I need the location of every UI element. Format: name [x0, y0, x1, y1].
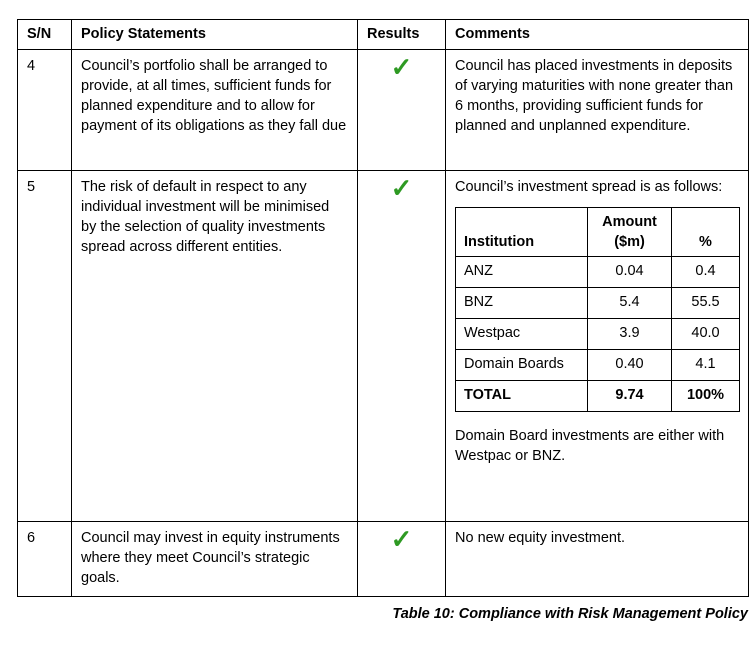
institution-percent: 55.5	[672, 288, 740, 319]
table-row	[18, 50, 749, 171]
institution-name: ANZ	[456, 257, 588, 288]
row-sn: 6	[18, 522, 72, 597]
compliance-table-wrapper	[17, 19, 748, 597]
comment-intro: Council’s investment spread is as follows:	[455, 179, 723, 195]
header-sn: S/N	[18, 20, 72, 50]
checkmark-icon: ✓	[390, 52, 413, 82]
checkmark-icon: ✓	[390, 524, 413, 554]
policy-statement: Council may invest in equity instruments where they meet Council’s strategic goals.	[72, 522, 358, 597]
result-cell	[358, 171, 446, 522]
total-label: TOTAL	[456, 381, 588, 412]
investment-row	[456, 319, 740, 350]
header-policy-statements: Policy Statements	[72, 20, 358, 50]
header-percent: %	[672, 208, 740, 257]
table-caption: Table 10: Compliance with Risk Management Policy	[392, 606, 748, 622]
header-amount	[588, 208, 672, 257]
institution-amount: 5.4	[588, 288, 672, 319]
institution-percent: 4.1	[672, 350, 740, 381]
row-sn: 5	[18, 171, 72, 522]
header-institution: Institution	[456, 208, 588, 257]
institution-percent: 0.4	[672, 257, 740, 288]
comment: Council has placed investments in deposits of varying maturities with none greater than 6 months, providing sufficient funds for planned and unplanned expenditure.	[446, 50, 749, 171]
row-sn: 4	[18, 50, 72, 171]
table-row	[18, 522, 749, 597]
investment-total-row	[456, 381, 740, 412]
comment-cell	[446, 171, 749, 522]
header-amount-line2: ($m)	[614, 234, 645, 250]
institution-name: Westpac	[456, 319, 588, 350]
investment-spread-table	[455, 207, 740, 412]
total-percent: 100%	[672, 381, 740, 412]
institution-amount: 0.40	[588, 350, 672, 381]
header-amount-line1: Amount	[602, 214, 657, 230]
investment-header-row	[456, 208, 740, 257]
institution-name: BNZ	[456, 288, 588, 319]
comment-outro: Domain Board investments are either with Westpac or BNZ.	[455, 428, 725, 464]
investment-row	[456, 257, 740, 288]
header-row	[18, 20, 749, 50]
policy-statement: The risk of default in respect to any individual investment will be minimised by the selection of quality investments spread across different entities.	[72, 171, 358, 522]
header-comments: Comments	[446, 20, 749, 50]
investment-row	[456, 350, 740, 381]
total-amount: 9.74	[588, 381, 672, 412]
comment: No new equity investment.	[446, 522, 749, 597]
result-cell	[358, 50, 446, 171]
institution-amount: 0.04	[588, 257, 672, 288]
result-cell	[358, 522, 446, 597]
institution-amount: 3.9	[588, 319, 672, 350]
header-results: Results	[358, 20, 446, 50]
compliance-table	[17, 19, 749, 597]
policy-statement: Council’s portfolio shall be arranged to provide, at all times, sufficient funds for planned expenditure and to allow for payment of its obligations as they fall due	[72, 50, 358, 171]
institution-percent: 40.0	[672, 319, 740, 350]
checkmark-icon: ✓	[390, 173, 413, 203]
investment-row	[456, 288, 740, 319]
institution-name: Domain Boards	[456, 350, 588, 381]
table-row	[18, 171, 749, 522]
